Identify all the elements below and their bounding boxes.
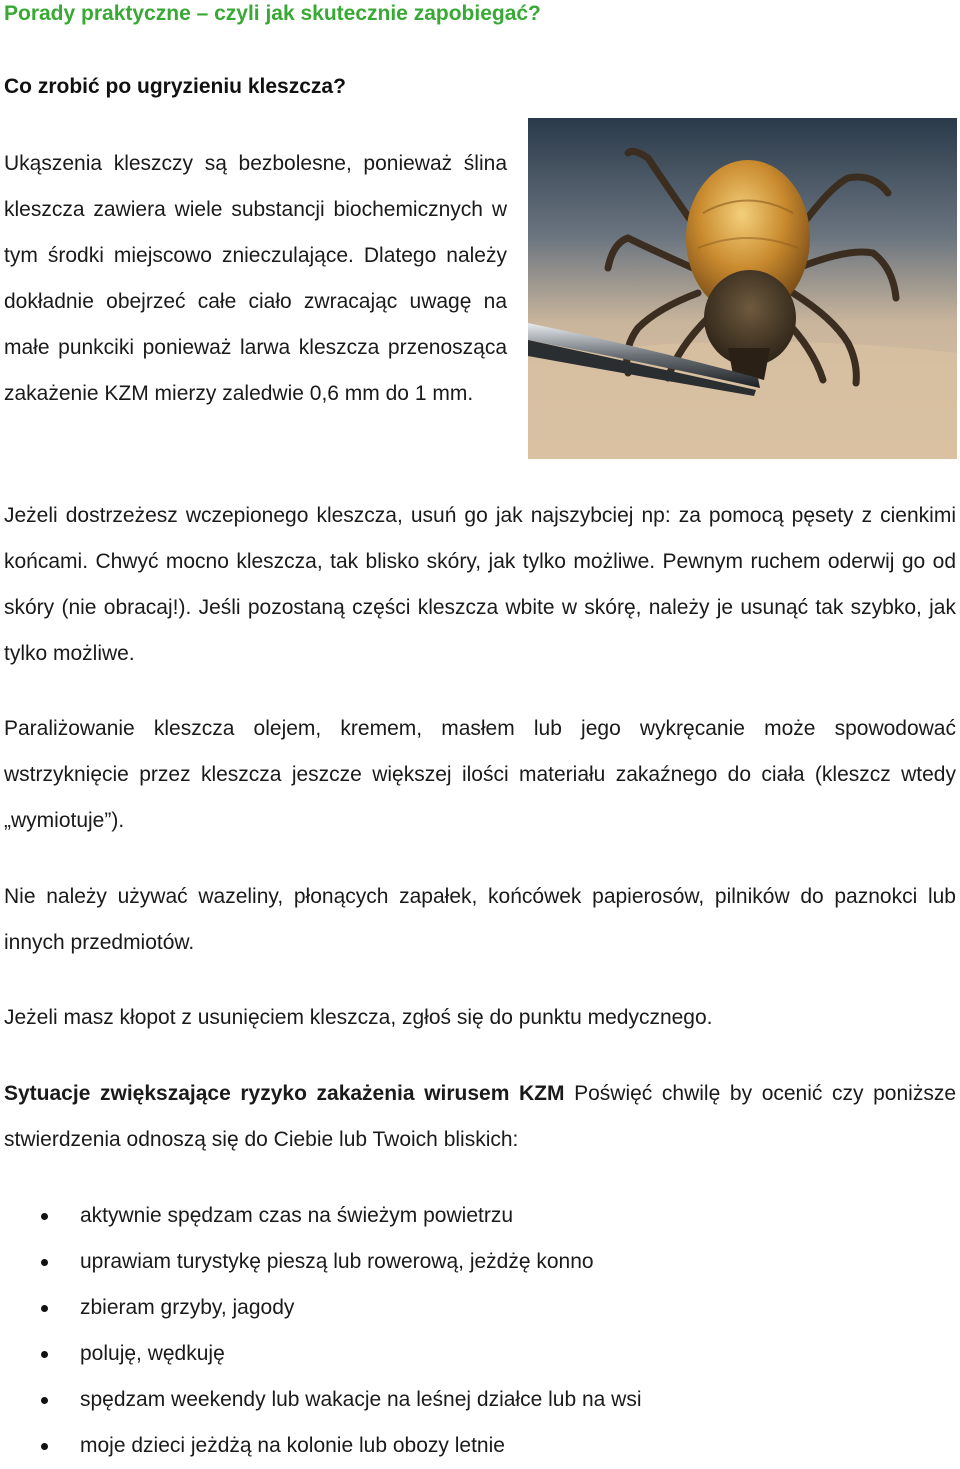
risk-situations-lead: Sytuacje zwiększające ryzyko zakażenia wirusem KZM — [4, 1082, 565, 1105]
list-item-text: zbieram grzyby, jagody — [80, 1296, 295, 1319]
paragraph-do-not-paralyze: Paraliżowanie kleszcza olejem, kremem, masłem lub jego wykręcanie może spowodować wstrzyknięcie przez kleszcza jeszcze większej ilości materiału zakaźnego do ciała (kleszcz wtedy „wymiotuje”). — [4, 717, 956, 832]
bullet-icon — [41, 1443, 48, 1450]
bullet-icon — [41, 1259, 48, 1266]
list-item-text: uprawiam turystykę pieszą lub rowerową, jeżdżę konno — [80, 1250, 594, 1273]
list-item — [0, 1239, 641, 1285]
subsection-heading: Co zrobić po ugryzieniu kleszcza? — [4, 75, 346, 98]
risk-list — [0, 1193, 641, 1469]
list-item-text: aktywnie spędzam czas na świeżym powietrzu — [80, 1204, 514, 1227]
bullet-icon — [41, 1213, 48, 1220]
paragraph-remove-tick: Jeżeli dostrzeżesz wczepionego kleszcza, usuń go jak najszybciej np: za pomocą pęsety z cienkimi końcami. Chwyć mocno kleszcza, tak blisko skóry, jak tylko możliwe. Pewnym ruchem oderwij go od skóry (nie obracaj!). Jeśli pozostaną części kleszcza wbite w skórę, należy je usunąć tak szybko, jak tylko możliwe. — [4, 504, 956, 665]
bullet-icon — [41, 1397, 48, 1404]
list-item-text: spędzam weekendy lub wakacje na leśnej działce lub na wsi — [80, 1388, 642, 1411]
list-item — [0, 1285, 641, 1331]
paragraph-risk-situations — [4, 1071, 956, 1163]
bullet-icon — [41, 1305, 48, 1312]
bullet-icon — [41, 1351, 48, 1358]
paragraph-do-not-use: Nie należy używać wazeliny, płonących zapałek, końcówek papierosów, pilników do paznokci lub innych przedmiotów. — [4, 885, 956, 954]
list-item — [0, 1331, 641, 1377]
paragraph-bite-painless: Ukąszenia kleszczy są bezbolesne, ponieważ ślina kleszcza zawiera wiele substancji biochemicznych w tym środki miejscowo znieczulające. Dlatego należy dokładnie obejrzeć całe ciało zwracając uwagę na małe punkciki ponieważ larwa kleszcza przenosząca zakażenie KZM mierzy zaledwie 0,6 mm do 1 mm. — [4, 152, 507, 405]
section-heading: Porady praktyczne – czyli jak skutecznie zapobiegać? — [4, 2, 541, 25]
list-item-text: poluję, wędkuję — [80, 1342, 225, 1365]
paragraph-medical-help: Jeżeli masz kłopot z usunięciem kleszcza, zgłoś się do punktu medycznego. — [4, 1006, 713, 1029]
risk-situations-text: Poświęć chwilę by ocenić czy poniższe stwierdzenia odnoszą się do Ciebie lub Twoich bliskich: — [4, 1082, 957, 1151]
list-item — [0, 1377, 641, 1423]
tick-photo — [528, 118, 957, 459]
list-item — [0, 1423, 641, 1469]
list-item — [0, 1193, 641, 1239]
list-item-text: moje dzieci jeżdżą na kolonie lub obozy letnie — [80, 1434, 505, 1457]
